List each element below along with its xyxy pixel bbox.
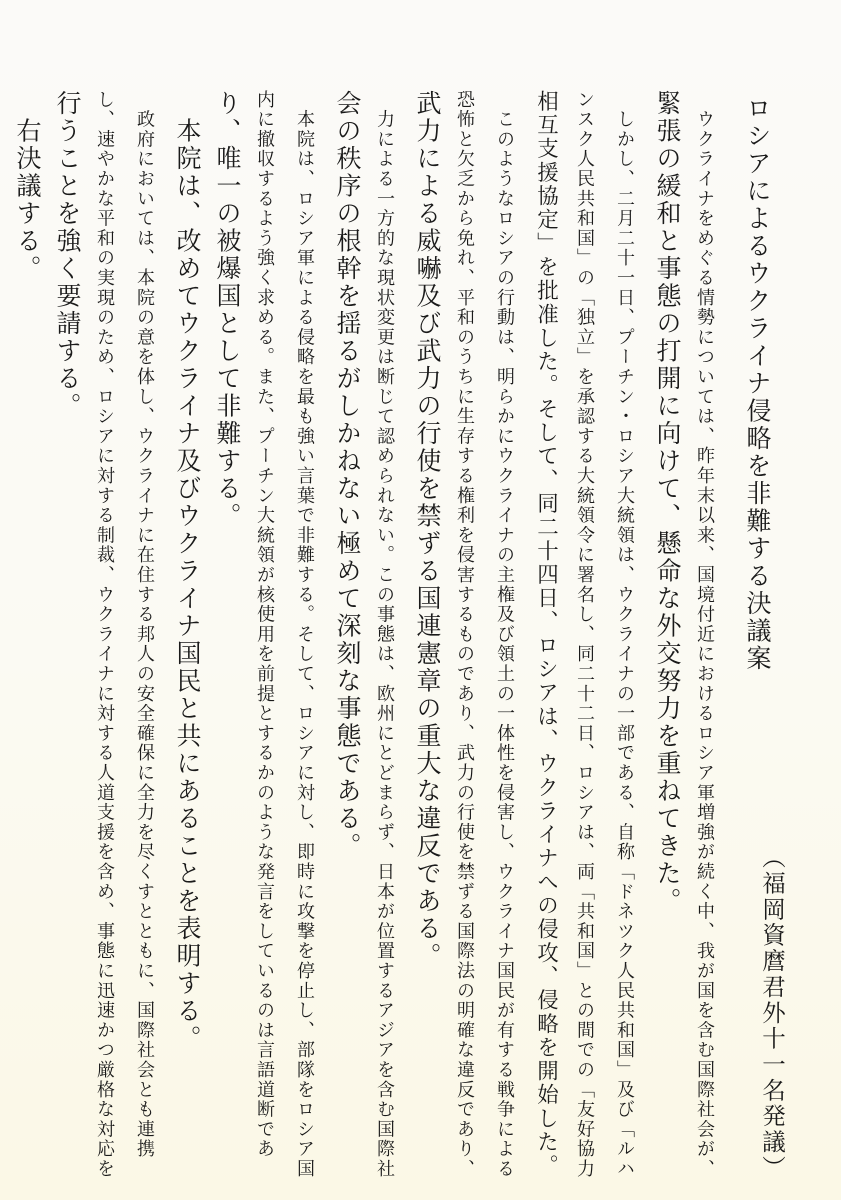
body-line-18: 右決議する。 xyxy=(13,90,42,283)
body-line-11: 本院は、ロシア軍による侵略を最も強い言葉で非難する。そして、ロシアに対し、即時に攻撃を停止し、部隊をロシア国 xyxy=(294,90,315,1179)
body-line-1: ウクライナをめぐる情勢については、昨年末以来、国境付近におけるロシア軍増強が続く中、我が国を含む国際社会が、 xyxy=(694,90,715,1179)
body-line-14: 本院は、改めてウクライナ及びウクライナ国民と共にあることを表明する。 xyxy=(173,90,202,1053)
body-line-15: 政府においては、本院の意を体し、ウクライナに在住する邦人の安全確保に全力を尽くすとともに、国際社会とも連携 xyxy=(134,90,155,1160)
sponsor-line: （福岡資麿君外十一名発議） xyxy=(758,845,786,1182)
body-line-16: し、速やかな平和の実現のため、ロシアに対する制裁、ウクライナに対する人道支援を含め、事態に迅速かつ厳格な対応を xyxy=(94,90,115,1179)
body-line-12: 内に撤収するよう強く求める。また、プーチン大統領が核使用を前提とするかのような発言をしているのは言語道断であ xyxy=(254,90,275,1160)
body-line-2: 緊張の緩和と事態の打開に向けて、懸命な外交努力を重ねてきた。 xyxy=(653,90,682,915)
body-line-6: このようなロシアの行動は、明らかにウクライナの主権及び領土の一体性を侵害し、ウクライナ国民が有する戦争による xyxy=(494,90,515,1179)
body-line-4: ンスク人民共和国」の「独立」を承認する大統領令に署名し、同二十二日、ロシアは、両「共和国」との間での「友好協力 xyxy=(574,90,595,1179)
document-title: ロシアによるウクライナ侵略を非難する決議案 xyxy=(743,95,772,673)
body-line-9: 力による一方的な現状変更は断じて認められない。この事態は、欧州にとどまらず、日本が位置するアジアを含む国際社 xyxy=(374,90,395,1179)
body-line-7: 恐怖と欠乏から免れ、平和のうちに生存する権利を侵害するものであり、武力の行使を禁ずる国際法の明確な違反であり、 xyxy=(454,90,475,1179)
body-line-17: 行うことを強く要請する。 xyxy=(53,90,82,420)
body-line-13: り、唯一の被爆国として非難する。 xyxy=(213,90,242,530)
body-line-5: 相互支援協定」を批准した。そして、同二十四日、ロシアは、ウクライナへの侵攻、侵略を開始した。 xyxy=(533,90,559,1178)
body-line-3: しかし、二月二十一日、プーチン・ロシア大統領は、ウクライナの一部である、自称「ドネツク人民共和国」及び「ルハ xyxy=(614,90,635,1179)
body-line-10: 会の秩序の根幹を揺るがしかねない極めて深刻な事態である。 xyxy=(333,90,362,860)
body-line-8: 武力による威嚇及び武力の行使を禁ずる国連憲章の重大な違反である。 xyxy=(413,90,442,970)
